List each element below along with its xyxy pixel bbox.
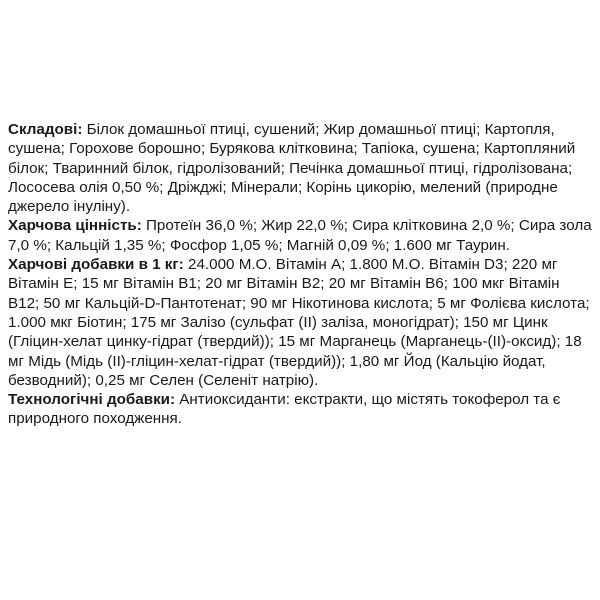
- additives-label: Харчові добавки в 1 кг:: [8, 256, 184, 274]
- nutrition-paragraph: [8, 216, 592, 255]
- ingredients-document: [8, 120, 592, 429]
- nutrition-label: Харчова цінність:: [8, 217, 142, 235]
- additives-paragraph: [8, 255, 592, 390]
- technological-additives-paragraph: [8, 390, 592, 429]
- composition-text: Білок домашньої птиці, сушений; Жир домашньої птиці; Картопля, сушена; Горохове борошно; Бурякова клітковина; Тапіока, сушена; Картопляний білок; Тваринний білок, гідролізований; Печінка домашньої птиці, гідролізована; Лососева олія 0,50 %; Дріжджі; Мінерали; Корінь цикорію, мелений (природне джерело інуліну).: [8, 121, 576, 216]
- composition-label: Складові:: [8, 121, 83, 138]
- technological-additives-label: Технологічні добавки:: [8, 391, 176, 409]
- nutrition-text: Протеїн 36,0 %; Жир 22,0 %; Сира клітковина 2,0 %; Сира зола 7,0 %; Кальцій 1,35 %; Фосфор 1,05 %; Магній 0,09 %; 1.600 мг Таурин.: [8, 217, 592, 254]
- technological-additives-text: Антиоксиданти: екстракти, що містять токоферол та є природного походження.: [8, 391, 561, 428]
- composition-paragraph: [8, 120, 592, 216]
- additives-text: 24.000 М.О. Вітамін A; 1.800 М.О. Вітамін D3; 220 мг Вітамін E; 15 мг Вітамін B1; 20 мг Вітамін B2; 20 мг Вітамін B6; 100 мкг Вітамін B12; 50 мг Кальцій-D-Пантотенат; 90 мг Нікотинова кислота; 5 мг Фолієва кислота; 1.000 мкг Біотин; 175 мг Залізо (сульфат (II) заліза, моногідрат); 150 мг Цинк (Гліцин-хелат цинку-гідрат (твердий)); 15 мг Марганець (Марганець-(II)-оксид); 18 мг Мідь (Мідь (II)-гліцин-хелат-гідрат (твердий)); 1,80 мг Йод (Кальцію йодат, безводний); 0,25 мг Селен (Селеніт натрію).: [8, 256, 590, 389]
